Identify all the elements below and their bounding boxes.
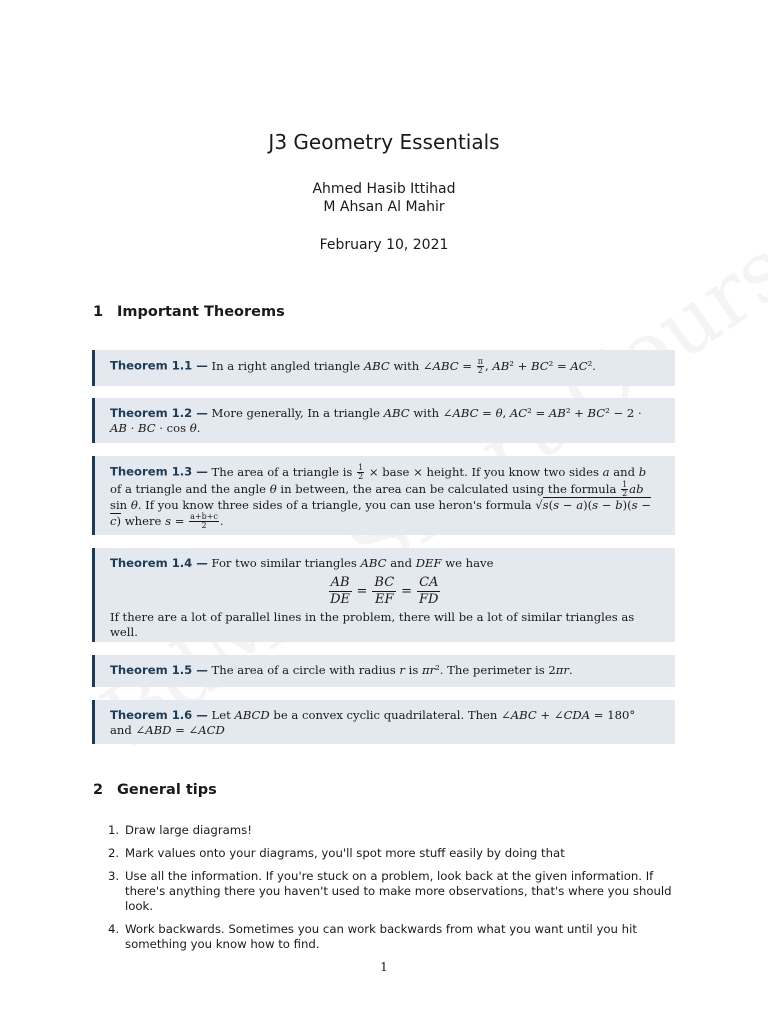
list-number: 1. (108, 823, 120, 837)
theorem-text: More generally, In a triangle ABC with ∠ABC = θ, AC² = AB² + BC² − 2 · AB · BC · cos θ. (110, 406, 642, 435)
list-number: 3. (108, 869, 120, 883)
list-item (108, 846, 676, 861)
theorem-box-1-6 (92, 700, 675, 744)
theorem-label: Theorem 1.2 — (110, 406, 208, 420)
theorem-text: For two similar triangles ABC and DEF we have (211, 556, 494, 570)
theorem-followup-text: If there are a lot of parallel lines in the problem, there will be a lot of similar triangles as well. (110, 610, 635, 639)
author-2: M Ahsan Al Mahir (323, 199, 445, 215)
section-title: Important Theorems (117, 304, 285, 320)
theorem-box-1-5 (92, 655, 675, 687)
theorem-label: Theorem 1.4 — (110, 556, 208, 570)
section-heading-theorems (93, 304, 285, 320)
theorem-box-1-3 (92, 456, 675, 535)
theorem-text: Let ABCD be a convex cyclic quadrilateral. Then ∠ABC + ∠CDA = 180° and ∠ABD = ∠ACD (110, 708, 636, 737)
theorem-text: In a right angled triangle ABC with ∠ABC = $\frac{\pi}{2}$ , AB² + BC² = AC². (211, 357, 596, 375)
document-date: February 10, 2021 (319, 237, 449, 253)
page-number: 1 (380, 960, 388, 974)
section-number: 1 (93, 304, 104, 320)
tips-list (108, 823, 676, 960)
theorem-box-1-2 (92, 398, 675, 443)
list-text: Mark values onto your diagrams, you'll spot more stuff easily by doing that (125, 846, 565, 860)
author-1: Ahmed Hasib Ittihad (312, 181, 456, 197)
theorem-label: Theorem 1.3 — (110, 464, 208, 479)
theorem-label: Theorem 1.1 — (110, 358, 208, 373)
document-title: J3 Geometry Essentials (268, 130, 500, 154)
list-item (108, 823, 676, 838)
theorem-box-1-1 (92, 350, 675, 386)
list-text: Work backwards. Sometimes you can work backwards from what you want until you hit something you know how to find. (125, 922, 637, 951)
list-text: Use all the information. If you're stuck on a problem, look back at the given information. If there's anything there you haven't used to make more observations, that's where you should look. (125, 869, 672, 913)
theorem-text: The area of a circle with radius r is πr². The perimeter is 2πr. (211, 663, 573, 677)
theorem-label: Theorem 1.6 — (110, 708, 208, 722)
section-number: 2 (93, 782, 104, 798)
list-text: Draw large diagrams! (125, 823, 252, 837)
section-title: General tips (117, 782, 217, 798)
list-item (108, 922, 676, 952)
theorem-text: The area of a triangle is $\frac{1}{2}$ × base × height. If you know two sides a and b of a triangle and the angle θ in between, the area can be calculated using the formula $\frac{1}{2}$ ab sin θ. If you know three sides of a triangle, you can use heron's formula √s(s − a)(s − b)(s − c) where s = $\frac{a+b+c}{2}$ . (110, 463, 652, 530)
list-number: 4. (108, 922, 120, 936)
similar-triangle-ratio-equation: $\frac{AB}{DE}$ = $\frac{BC}{EF}$ = $\frac{CA}{FD}$ (330, 575, 439, 607)
list-number: 2. (108, 846, 120, 860)
section-heading-tips (93, 782, 217, 798)
list-item (108, 869, 676, 914)
theorem-box-1-4 (92, 548, 675, 642)
theorem-label: Theorem 1.5 — (110, 663, 208, 677)
